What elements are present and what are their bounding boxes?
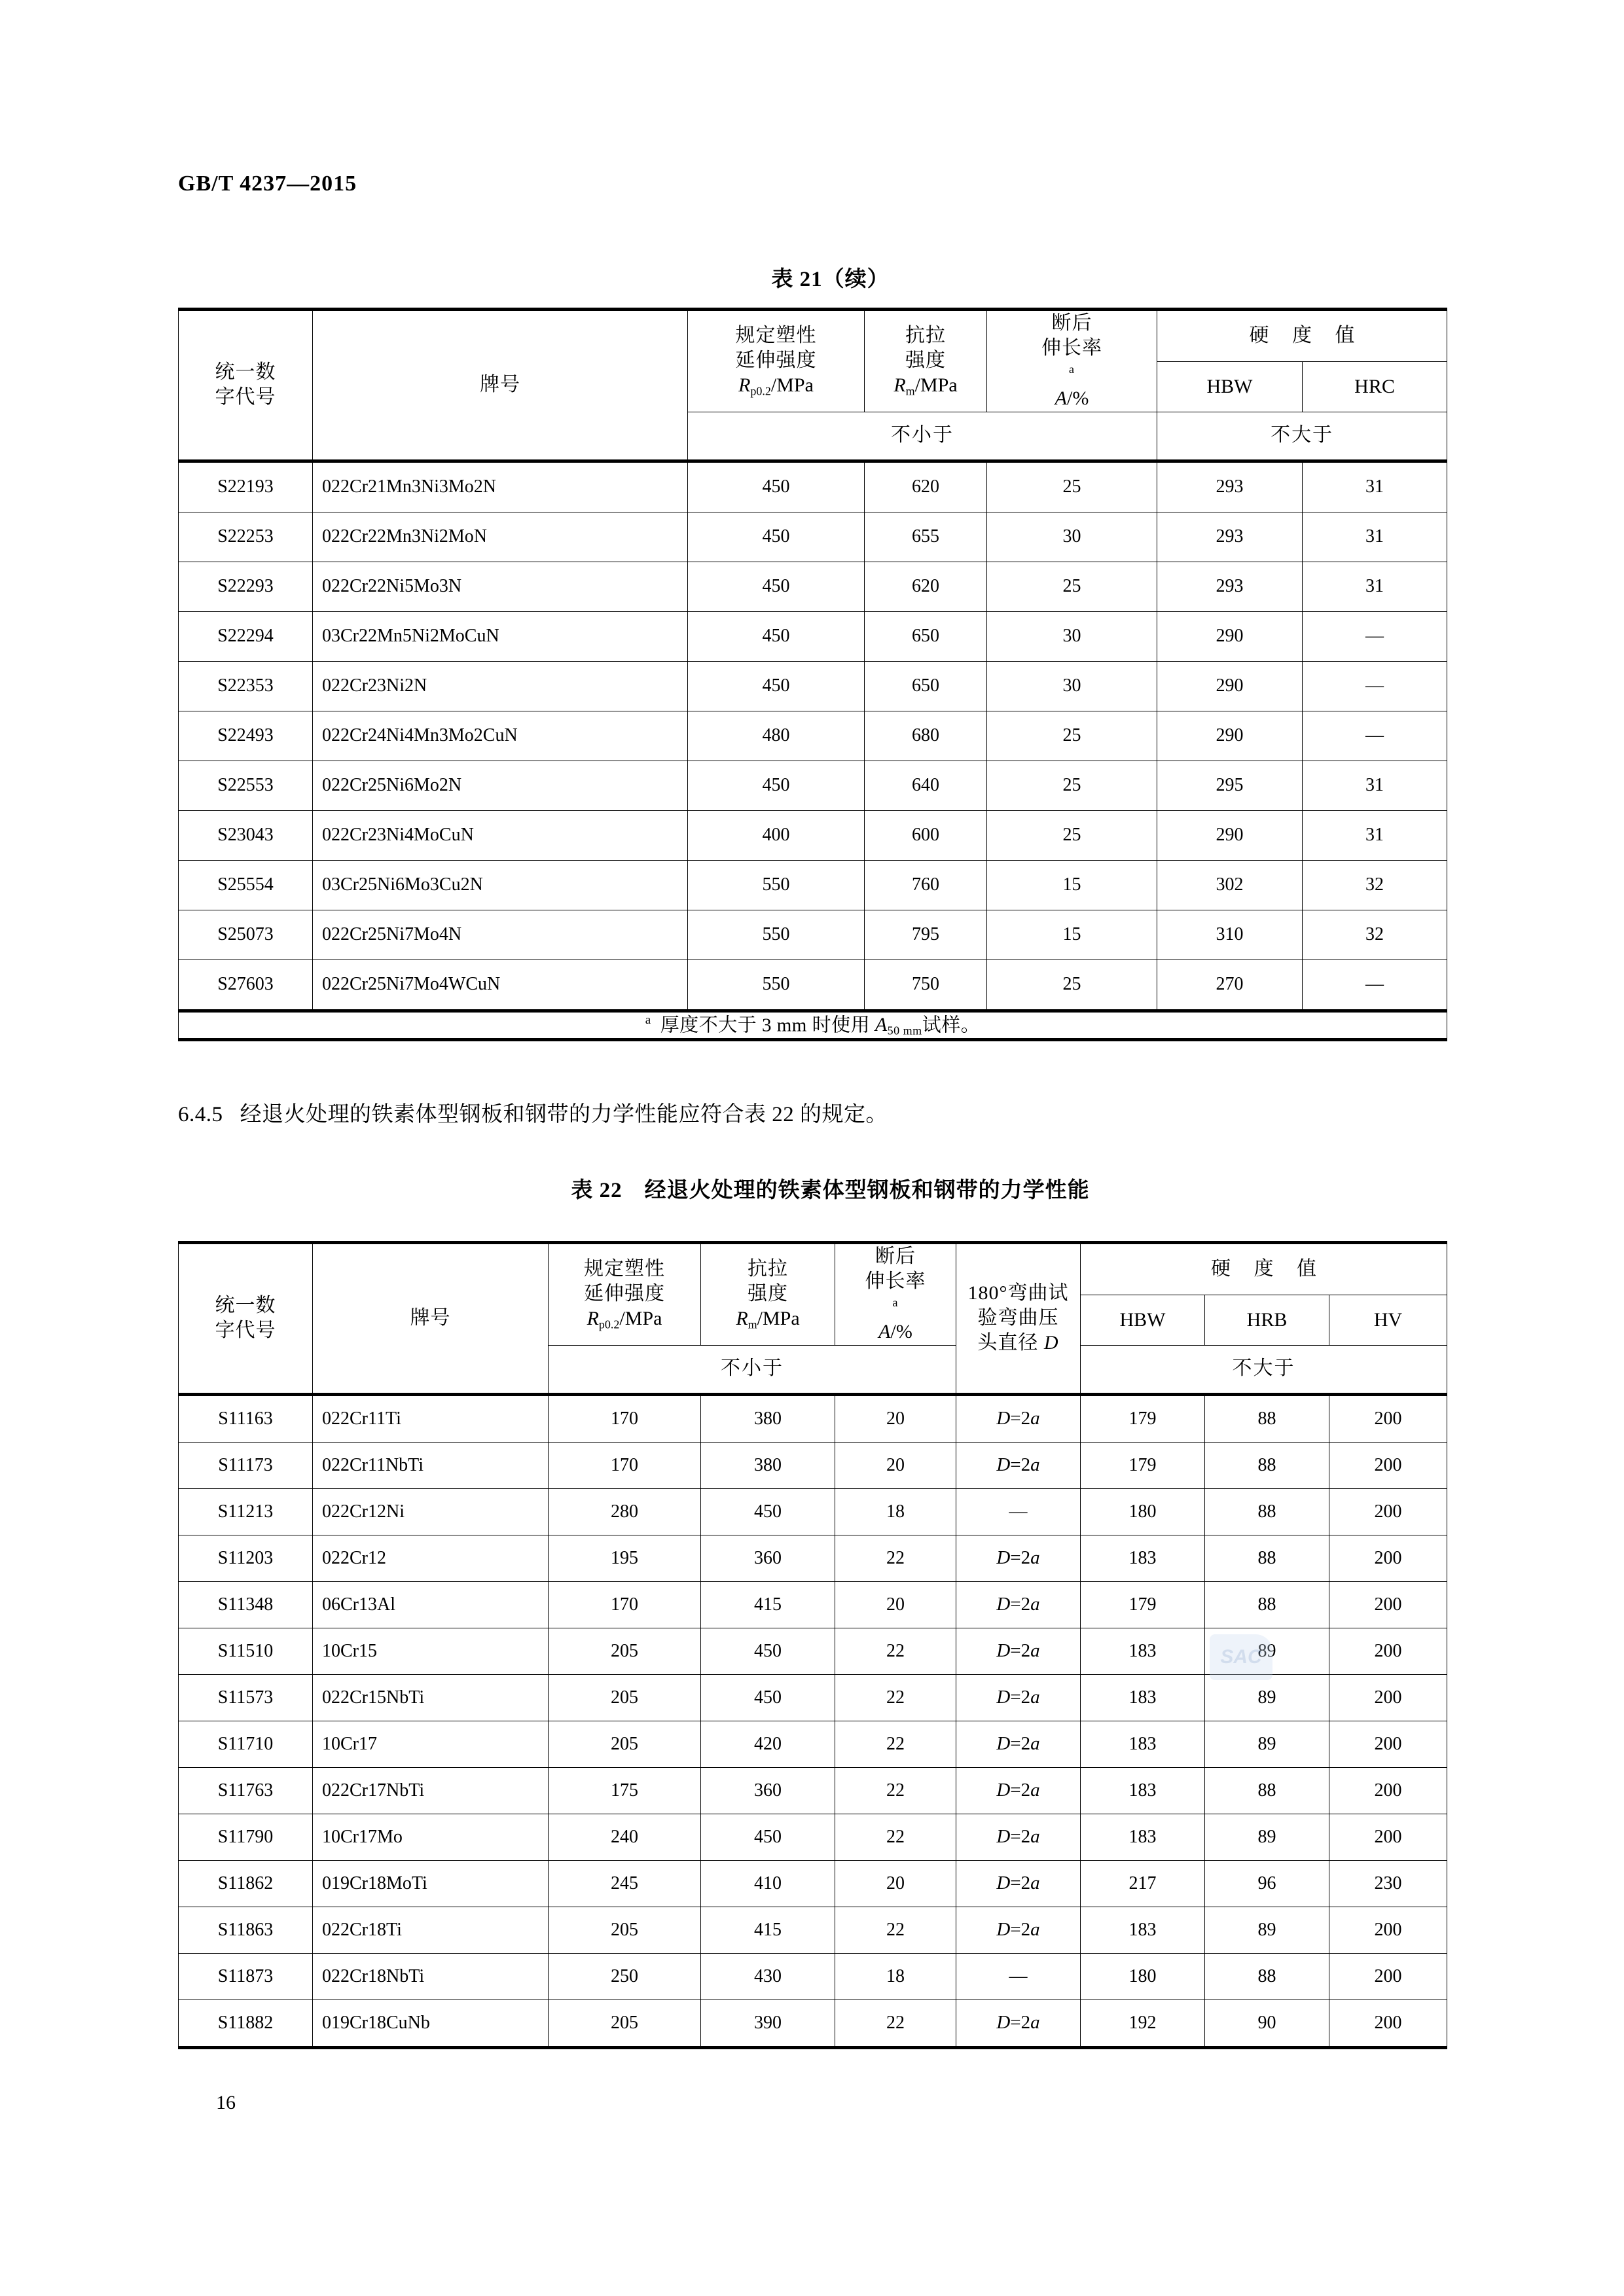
cell-hbw: 302 xyxy=(1157,860,1303,910)
table-row xyxy=(179,562,1447,611)
cell-tensile-strength: 380 xyxy=(701,1442,835,1488)
table-row xyxy=(179,1767,1447,1814)
cell-hv: 200 xyxy=(1329,1814,1447,1860)
cell-hbw: 192 xyxy=(1081,2000,1205,2047)
cell-elongation: 25 xyxy=(987,761,1157,810)
header-proof-strength xyxy=(688,310,865,412)
cell-hrb: 90 xyxy=(1205,2000,1329,2047)
cell-proof-strength: 175 xyxy=(549,1767,701,1814)
cell-hbw: 270 xyxy=(1157,960,1303,1011)
cell-grade: 10Cr17Mo xyxy=(313,1814,549,1860)
footnote-marker: a xyxy=(892,1295,899,1309)
cell-proof-strength: 450 xyxy=(688,761,865,810)
cell-bend-diameter: D=2a xyxy=(956,1814,1081,1860)
header-hbw: HBW xyxy=(1157,362,1303,412)
cell-proof-strength: 205 xyxy=(549,1674,701,1721)
cell-grade: 019Cr18MoTi xyxy=(313,1860,549,1907)
cell-proof-strength: 170 xyxy=(549,1581,701,1628)
cell-hrc: — xyxy=(1303,960,1447,1011)
cell-elongation: 25 xyxy=(987,461,1157,512)
cell-tensile-strength: 620 xyxy=(865,461,987,512)
cell-grade: 10Cr17 xyxy=(313,1721,549,1767)
cell-proof-strength: 205 xyxy=(549,1907,701,1953)
cell-proof-strength: 550 xyxy=(688,960,865,1011)
table-22 xyxy=(178,1241,1447,2049)
header-bend-line3: 头直径 D xyxy=(977,1332,1059,1354)
cell-hv: 200 xyxy=(1329,1535,1447,1581)
cell-code: S22553 xyxy=(179,761,313,810)
header-proof-line1: 规定塑性 xyxy=(584,1257,665,1280)
cell-tensile-strength: 415 xyxy=(701,1581,835,1628)
cell-elongation: 25 xyxy=(987,960,1157,1011)
cell-bend-diameter: D=2a xyxy=(956,1581,1081,1628)
cell-hbw: 293 xyxy=(1157,461,1303,512)
cell-hv: 200 xyxy=(1329,1721,1447,1767)
cell-hv: 200 xyxy=(1329,1953,1447,2000)
cell-hrc: 31 xyxy=(1303,810,1447,860)
header-tensile-strength xyxy=(701,1243,835,1346)
cell-elongation: 25 xyxy=(987,810,1157,860)
clause-number: 6.4.5 xyxy=(178,1103,223,1126)
cell-elongation: 22 xyxy=(835,2000,956,2047)
cell-hv: 200 xyxy=(1329,2000,1447,2047)
cell-grade: 022Cr24Ni4Mn3Mo2CuN xyxy=(313,711,688,761)
cell-proof-strength: 400 xyxy=(688,810,865,860)
table-22-header-row-1 xyxy=(179,1243,1447,1295)
table-21-header-row-1 xyxy=(179,310,1447,362)
header-tensile-line2: 强度 xyxy=(905,350,946,372)
cell-bend-diameter: — xyxy=(956,1953,1081,2000)
cell-code: S22493 xyxy=(179,711,313,761)
header-tensile-strength xyxy=(865,310,987,412)
cell-proof-strength: 450 xyxy=(688,512,865,562)
cell-bend-diameter: D=2a xyxy=(956,1767,1081,1814)
cell-code: S11710 xyxy=(179,1721,313,1767)
cell-tensile-strength: 430 xyxy=(701,1953,835,2000)
header-hrb: HRB xyxy=(1205,1295,1329,1345)
header-code-line2: 字代号 xyxy=(215,1319,276,1342)
page-number: 16 xyxy=(216,2092,236,2113)
header-elongation-symbol: A/% xyxy=(878,1321,912,1343)
header-code-line2: 字代号 xyxy=(215,386,276,408)
table-row xyxy=(179,1581,1447,1628)
header-grade: 牌号 xyxy=(313,1243,549,1395)
cell-proof-strength: 205 xyxy=(549,2000,701,2047)
cell-grade: 019Cr18CuNb xyxy=(313,2000,549,2047)
cell-tensile-strength: 360 xyxy=(701,1535,835,1581)
clause-6-4-5 xyxy=(178,1097,888,1128)
cell-hrc: 32 xyxy=(1303,860,1447,910)
clause-text: 经退火处理的铁素体型钢板和钢带的力学性能应符合表 22 的规定。 xyxy=(240,1103,888,1126)
cell-hbw: 179 xyxy=(1081,1442,1205,1488)
cell-hbw: 183 xyxy=(1081,1674,1205,1721)
cell-hrc: 31 xyxy=(1303,512,1447,562)
header-proof-symbol: $R_{p0.2}$/MPa xyxy=(738,374,814,398)
cell-code: S11203 xyxy=(179,1535,313,1581)
cell-hbw: 217 xyxy=(1081,1860,1205,1907)
cell-elongation: 22 xyxy=(835,1721,956,1767)
cell-code: S11573 xyxy=(179,1674,313,1721)
cell-grade: 022Cr22Ni5Mo3N xyxy=(313,562,688,611)
cell-hbw: 183 xyxy=(1081,1535,1205,1581)
header-tensile-line2: 强度 xyxy=(748,1283,788,1305)
cell-elongation: 22 xyxy=(835,1767,956,1814)
header-proof-symbol: $R_{p0.2}$/MPa xyxy=(586,1308,662,1331)
header-not-less-than: 不小于 xyxy=(549,1345,956,1394)
table-22-caption: 表 22 经退火处理的铁素体型钢板和钢带的力学性能 xyxy=(571,1179,1090,1202)
cell-tensile-strength: 450 xyxy=(701,1488,835,1535)
table-row xyxy=(179,1953,1447,2000)
header-hardness-group: 硬 度 值 xyxy=(1081,1243,1447,1295)
cell-bend-diameter: — xyxy=(956,1488,1081,1535)
cell-tensile-strength: 795 xyxy=(865,910,987,960)
cell-elongation: 20 xyxy=(835,1860,956,1907)
cell-hbw: 290 xyxy=(1157,810,1303,860)
cell-hrb: 89 xyxy=(1205,1628,1329,1674)
cell-proof-strength: 195 xyxy=(549,1535,701,1581)
cell-elongation: 20 xyxy=(835,1442,956,1488)
header-code xyxy=(179,310,313,461)
cell-bend-diameter: D=2a xyxy=(956,2000,1081,2047)
cell-grade: 022Cr17NbTi xyxy=(313,1767,549,1814)
cell-elongation: 22 xyxy=(835,1907,956,1953)
cell-elongation: 30 xyxy=(987,512,1157,562)
footnote-text-after: 试样。 xyxy=(922,1014,981,1035)
cell-hrc: 31 xyxy=(1303,761,1447,810)
table-row xyxy=(179,960,1447,1011)
cell-bend-diameter: D=2a xyxy=(956,1394,1081,1442)
cell-elongation: 25 xyxy=(987,711,1157,761)
table-row xyxy=(179,1860,1447,1907)
cell-elongation: 25 xyxy=(987,562,1157,611)
cell-code: S23043 xyxy=(179,810,313,860)
cell-hv: 200 xyxy=(1329,1628,1447,1674)
header-bend-line1: 180°弯曲试 xyxy=(967,1282,1069,1304)
cell-grade: 022Cr25Ni6Mo2N xyxy=(313,761,688,810)
cell-hbw: 290 xyxy=(1157,611,1303,661)
watermark-label: SAC xyxy=(1220,1646,1262,1668)
cell-hrb: 88 xyxy=(1205,1535,1329,1581)
cell-code: S22353 xyxy=(179,661,313,711)
cell-hrb: 96 xyxy=(1205,1860,1329,1907)
table-row xyxy=(179,711,1447,761)
cell-elongation: 20 xyxy=(835,1394,956,1442)
cell-proof-strength: 450 xyxy=(688,661,865,711)
cell-proof-strength: 205 xyxy=(549,1721,701,1767)
cell-hv: 200 xyxy=(1329,1674,1447,1721)
cell-elongation: 22 xyxy=(835,1535,956,1581)
table-21-caption: 表 21（续） xyxy=(771,268,890,291)
cell-code: S22253 xyxy=(179,512,313,562)
cell-code: S11163 xyxy=(179,1394,313,1442)
cell-hrb: 88 xyxy=(1205,1394,1329,1442)
cell-hrc: — xyxy=(1303,611,1447,661)
cell-hbw: 183 xyxy=(1081,1814,1205,1860)
cell-hbw: 310 xyxy=(1157,910,1303,960)
header-elongation xyxy=(835,1243,956,1346)
cell-bend-diameter: D=2a xyxy=(956,1860,1081,1907)
cell-code: S27603 xyxy=(179,960,313,1011)
cell-code: S11348 xyxy=(179,1581,313,1628)
cell-code: S11510 xyxy=(179,1628,313,1674)
cell-hrb: 89 xyxy=(1205,1814,1329,1860)
cell-tensile-strength: 390 xyxy=(701,2000,835,2047)
cell-tensile-strength: 410 xyxy=(701,1860,835,1907)
header-elongation-line2: 伸长率 $^a$ xyxy=(1041,337,1102,376)
cell-bend-diameter: D=2a xyxy=(956,1907,1081,1953)
cell-hbw: 293 xyxy=(1157,562,1303,611)
header-tensile-symbol: $R_m$/MPa xyxy=(736,1308,800,1331)
cell-bend-diameter: D=2a xyxy=(956,1721,1081,1767)
cell-hbw: 180 xyxy=(1081,1953,1205,2000)
cell-elongation: 18 xyxy=(835,1953,956,2000)
cell-grade: 03Cr25Ni6Mo3Cu2N xyxy=(313,860,688,910)
page-running-header: GB/T 4237—2015 xyxy=(178,171,357,196)
cell-proof-strength: 450 xyxy=(688,611,865,661)
cell-elongation: 30 xyxy=(987,661,1157,711)
header-hardness-group: 硬 度 值 xyxy=(1157,310,1447,362)
cell-code: S11173 xyxy=(179,1442,313,1488)
cell-hv: 200 xyxy=(1329,1581,1447,1628)
cell-grade: 022Cr25Ni7Mo4WCuN xyxy=(313,960,688,1011)
cell-code: S11863 xyxy=(179,1907,313,1953)
cell-code: S11873 xyxy=(179,1953,313,2000)
cell-grade: 022Cr25Ni7Mo4N xyxy=(313,910,688,960)
cell-hbw: 290 xyxy=(1157,711,1303,761)
cell-tensile-strength: 620 xyxy=(865,562,987,611)
cell-hrb: 88 xyxy=(1205,1953,1329,2000)
cell-code: S11882 xyxy=(179,2000,313,2047)
cell-grade: 022Cr15NbTi xyxy=(313,1674,549,1721)
header-elongation-line2: 伸长率 $^a$ xyxy=(865,1270,926,1309)
cell-hv: 200 xyxy=(1329,1394,1447,1442)
cell-code: S11213 xyxy=(179,1488,313,1535)
cell-grade: 022Cr11Ti xyxy=(313,1394,549,1442)
header-tensile-symbol: $R_m$/MPa xyxy=(893,374,958,398)
cell-tensile-strength: 650 xyxy=(865,661,987,711)
cell-proof-strength: 170 xyxy=(549,1442,701,1488)
cell-grade: 10Cr15 xyxy=(313,1628,549,1674)
cell-hrb: 88 xyxy=(1205,1581,1329,1628)
cell-grade: 022Cr12Ni xyxy=(313,1488,549,1535)
cell-hv: 200 xyxy=(1329,1488,1447,1535)
cell-hbw: 183 xyxy=(1081,1721,1205,1767)
cell-hv: 200 xyxy=(1329,1907,1447,1953)
cell-tensile-strength: 415 xyxy=(701,1907,835,1953)
cell-code: S11763 xyxy=(179,1767,313,1814)
cell-elongation: 20 xyxy=(835,1581,956,1628)
table-row xyxy=(179,1721,1447,1767)
table-21-footnote xyxy=(179,1011,1447,1040)
cell-elongation: 22 xyxy=(835,1674,956,1721)
header-bend-line2: 验弯曲压 xyxy=(977,1307,1059,1329)
header-elongation-line1: 断后 xyxy=(1051,312,1092,334)
header-proof-strength xyxy=(549,1243,701,1346)
cell-elongation: 22 xyxy=(835,1628,956,1674)
header-not-greater-than: 不大于 xyxy=(1081,1345,1447,1394)
header-not-greater-than: 不大于 xyxy=(1157,412,1447,461)
header-elongation xyxy=(987,310,1157,412)
table-row xyxy=(179,1628,1447,1674)
header-code xyxy=(179,1243,313,1395)
cell-grade: 022Cr21Mn3Ni3Mo2N xyxy=(313,461,688,512)
cell-hbw: 290 xyxy=(1157,661,1303,711)
table-row xyxy=(179,611,1447,661)
cell-tensile-strength: 600 xyxy=(865,810,987,860)
cell-grade: 06Cr13Al xyxy=(313,1581,549,1628)
table-row xyxy=(179,512,1447,562)
cell-tensile-strength: 680 xyxy=(865,711,987,761)
cell-hbw: 180 xyxy=(1081,1488,1205,1535)
cell-elongation: 18 xyxy=(835,1488,956,1535)
table-row xyxy=(179,1394,1447,1442)
table-row xyxy=(179,1488,1447,1535)
cell-tensile-strength: 750 xyxy=(865,960,987,1011)
cell-hv: 200 xyxy=(1329,1442,1447,1488)
footnote-text-before: 厚度不大于 3 mm 时使用 xyxy=(660,1014,875,1035)
header-proof-line2: 延伸强度 xyxy=(584,1283,665,1305)
cell-proof-strength: 450 xyxy=(688,562,865,611)
cell-hbw: 183 xyxy=(1081,1907,1205,1953)
cell-proof-strength: 450 xyxy=(688,461,865,512)
header-elongation-line1: 断后 xyxy=(875,1246,916,1267)
table-row xyxy=(179,2000,1447,2047)
cell-bend-diameter: D=2a xyxy=(956,1535,1081,1581)
cell-code: S25554 xyxy=(179,860,313,910)
cell-hv: 230 xyxy=(1329,1860,1447,1907)
cell-elongation: 22 xyxy=(835,1814,956,1860)
cell-tensile-strength: 450 xyxy=(701,1674,835,1721)
cell-proof-strength: 205 xyxy=(549,1628,701,1674)
cell-bend-diameter: D=2a xyxy=(956,1674,1081,1721)
cell-hrc: 31 xyxy=(1303,461,1447,512)
cell-elongation: 30 xyxy=(987,611,1157,661)
cell-grade: 022Cr23Ni2N xyxy=(313,661,688,711)
cell-code: S11790 xyxy=(179,1814,313,1860)
cell-code: S22294 xyxy=(179,611,313,661)
cell-hrb: 88 xyxy=(1205,1442,1329,1488)
header-proof-line1: 规定塑性 xyxy=(735,324,817,346)
footnote-mark: a xyxy=(645,1013,651,1027)
cell-code: S22193 xyxy=(179,461,313,512)
cell-elongation: 15 xyxy=(987,910,1157,960)
cell-proof-strength: 245 xyxy=(549,1860,701,1907)
table-row xyxy=(179,761,1447,810)
cell-tensile-strength: 420 xyxy=(701,1721,835,1767)
table-row xyxy=(179,461,1447,512)
header-elongation-symbol: A/% xyxy=(1055,387,1089,410)
footnote-marker: a xyxy=(1069,362,1075,376)
cell-hbw: 293 xyxy=(1157,512,1303,562)
cell-proof-strength: 240 xyxy=(549,1814,701,1860)
cell-hrb: 88 xyxy=(1205,1488,1329,1535)
cell-hrb: 89 xyxy=(1205,1721,1329,1767)
cell-hrb: 88 xyxy=(1205,1767,1329,1814)
cell-grade: 022Cr22Mn3Ni2MoN xyxy=(313,512,688,562)
cell-grade: 022Cr12 xyxy=(313,1535,549,1581)
cell-hrb: 89 xyxy=(1205,1907,1329,1953)
cell-hbw: 183 xyxy=(1081,1767,1205,1814)
cell-grade: 022Cr18NbTi xyxy=(313,1953,549,2000)
table-row xyxy=(179,810,1447,860)
table-row xyxy=(179,1535,1447,1581)
table-row xyxy=(179,910,1447,960)
cell-proof-strength: 170 xyxy=(549,1394,701,1442)
cell-grade: 022Cr18Ti xyxy=(313,1907,549,1953)
cell-proof-strength: 480 xyxy=(688,711,865,761)
cell-hrc: — xyxy=(1303,661,1447,711)
cell-hrc: — xyxy=(1303,711,1447,761)
cell-grade: 022Cr11NbTi xyxy=(313,1442,549,1488)
table-21-footnote-row xyxy=(179,1011,1447,1040)
table-row xyxy=(179,1814,1447,1860)
cell-grade: 03Cr22Mn5Ni2MoCuN xyxy=(313,611,688,661)
table-row xyxy=(179,1907,1447,1953)
cell-proof-strength: 550 xyxy=(688,860,865,910)
header-proof-line2: 延伸强度 xyxy=(735,350,817,372)
cell-tensile-strength: 450 xyxy=(701,1628,835,1674)
cell-grade: 022Cr23Ni4MoCuN xyxy=(313,810,688,860)
cell-proof-strength: 280 xyxy=(549,1488,701,1535)
cell-hrc: 32 xyxy=(1303,910,1447,960)
header-not-less-than: 不小于 xyxy=(688,412,1157,461)
cell-hbw: 183 xyxy=(1081,1628,1205,1674)
header-code-line1: 统一数 xyxy=(215,1294,276,1316)
cell-hrb: 89 xyxy=(1205,1674,1329,1721)
footnote-symbol: $A_{50 mm}$ xyxy=(875,1013,922,1037)
header-grade: 牌号 xyxy=(313,310,688,461)
cell-tensile-strength: 640 xyxy=(865,761,987,810)
cell-bend-diameter: D=2a xyxy=(956,1442,1081,1488)
cell-proof-strength: 550 xyxy=(688,910,865,960)
cell-tensile-strength: 655 xyxy=(865,512,987,562)
table-21 xyxy=(178,308,1447,1041)
table-row xyxy=(179,860,1447,910)
table-row xyxy=(179,1442,1447,1488)
table-row xyxy=(179,1674,1447,1721)
cell-elongation: 15 xyxy=(987,860,1157,910)
cell-code: S22293 xyxy=(179,562,313,611)
cell-hrc: 31 xyxy=(1303,562,1447,611)
cell-hbw: 295 xyxy=(1157,761,1303,810)
cell-code: S11862 xyxy=(179,1860,313,1907)
header-tensile-line1: 抗拉 xyxy=(905,324,946,346)
cell-bend-diameter: D=2a xyxy=(956,1628,1081,1674)
cell-tensile-strength: 650 xyxy=(865,611,987,661)
header-bend-test xyxy=(956,1243,1081,1395)
header-code-line1: 统一数 xyxy=(215,361,276,383)
header-hbw: HBW xyxy=(1081,1295,1205,1345)
header-hrc: HRC xyxy=(1303,362,1447,412)
header-tensile-line1: 抗拉 xyxy=(748,1257,788,1280)
table-row xyxy=(179,661,1447,711)
cell-proof-strength: 250 xyxy=(549,1953,701,2000)
cell-hv: 200 xyxy=(1329,1767,1447,1814)
header-hv: HV xyxy=(1329,1295,1447,1345)
cell-code: S25073 xyxy=(179,910,313,960)
cell-hbw: 179 xyxy=(1081,1581,1205,1628)
cell-hbw: 179 xyxy=(1081,1394,1205,1442)
cell-tensile-strength: 760 xyxy=(865,860,987,910)
cell-tensile-strength: 450 xyxy=(701,1814,835,1860)
cell-tensile-strength: 380 xyxy=(701,1394,835,1442)
cell-tensile-strength: 360 xyxy=(701,1767,835,1814)
